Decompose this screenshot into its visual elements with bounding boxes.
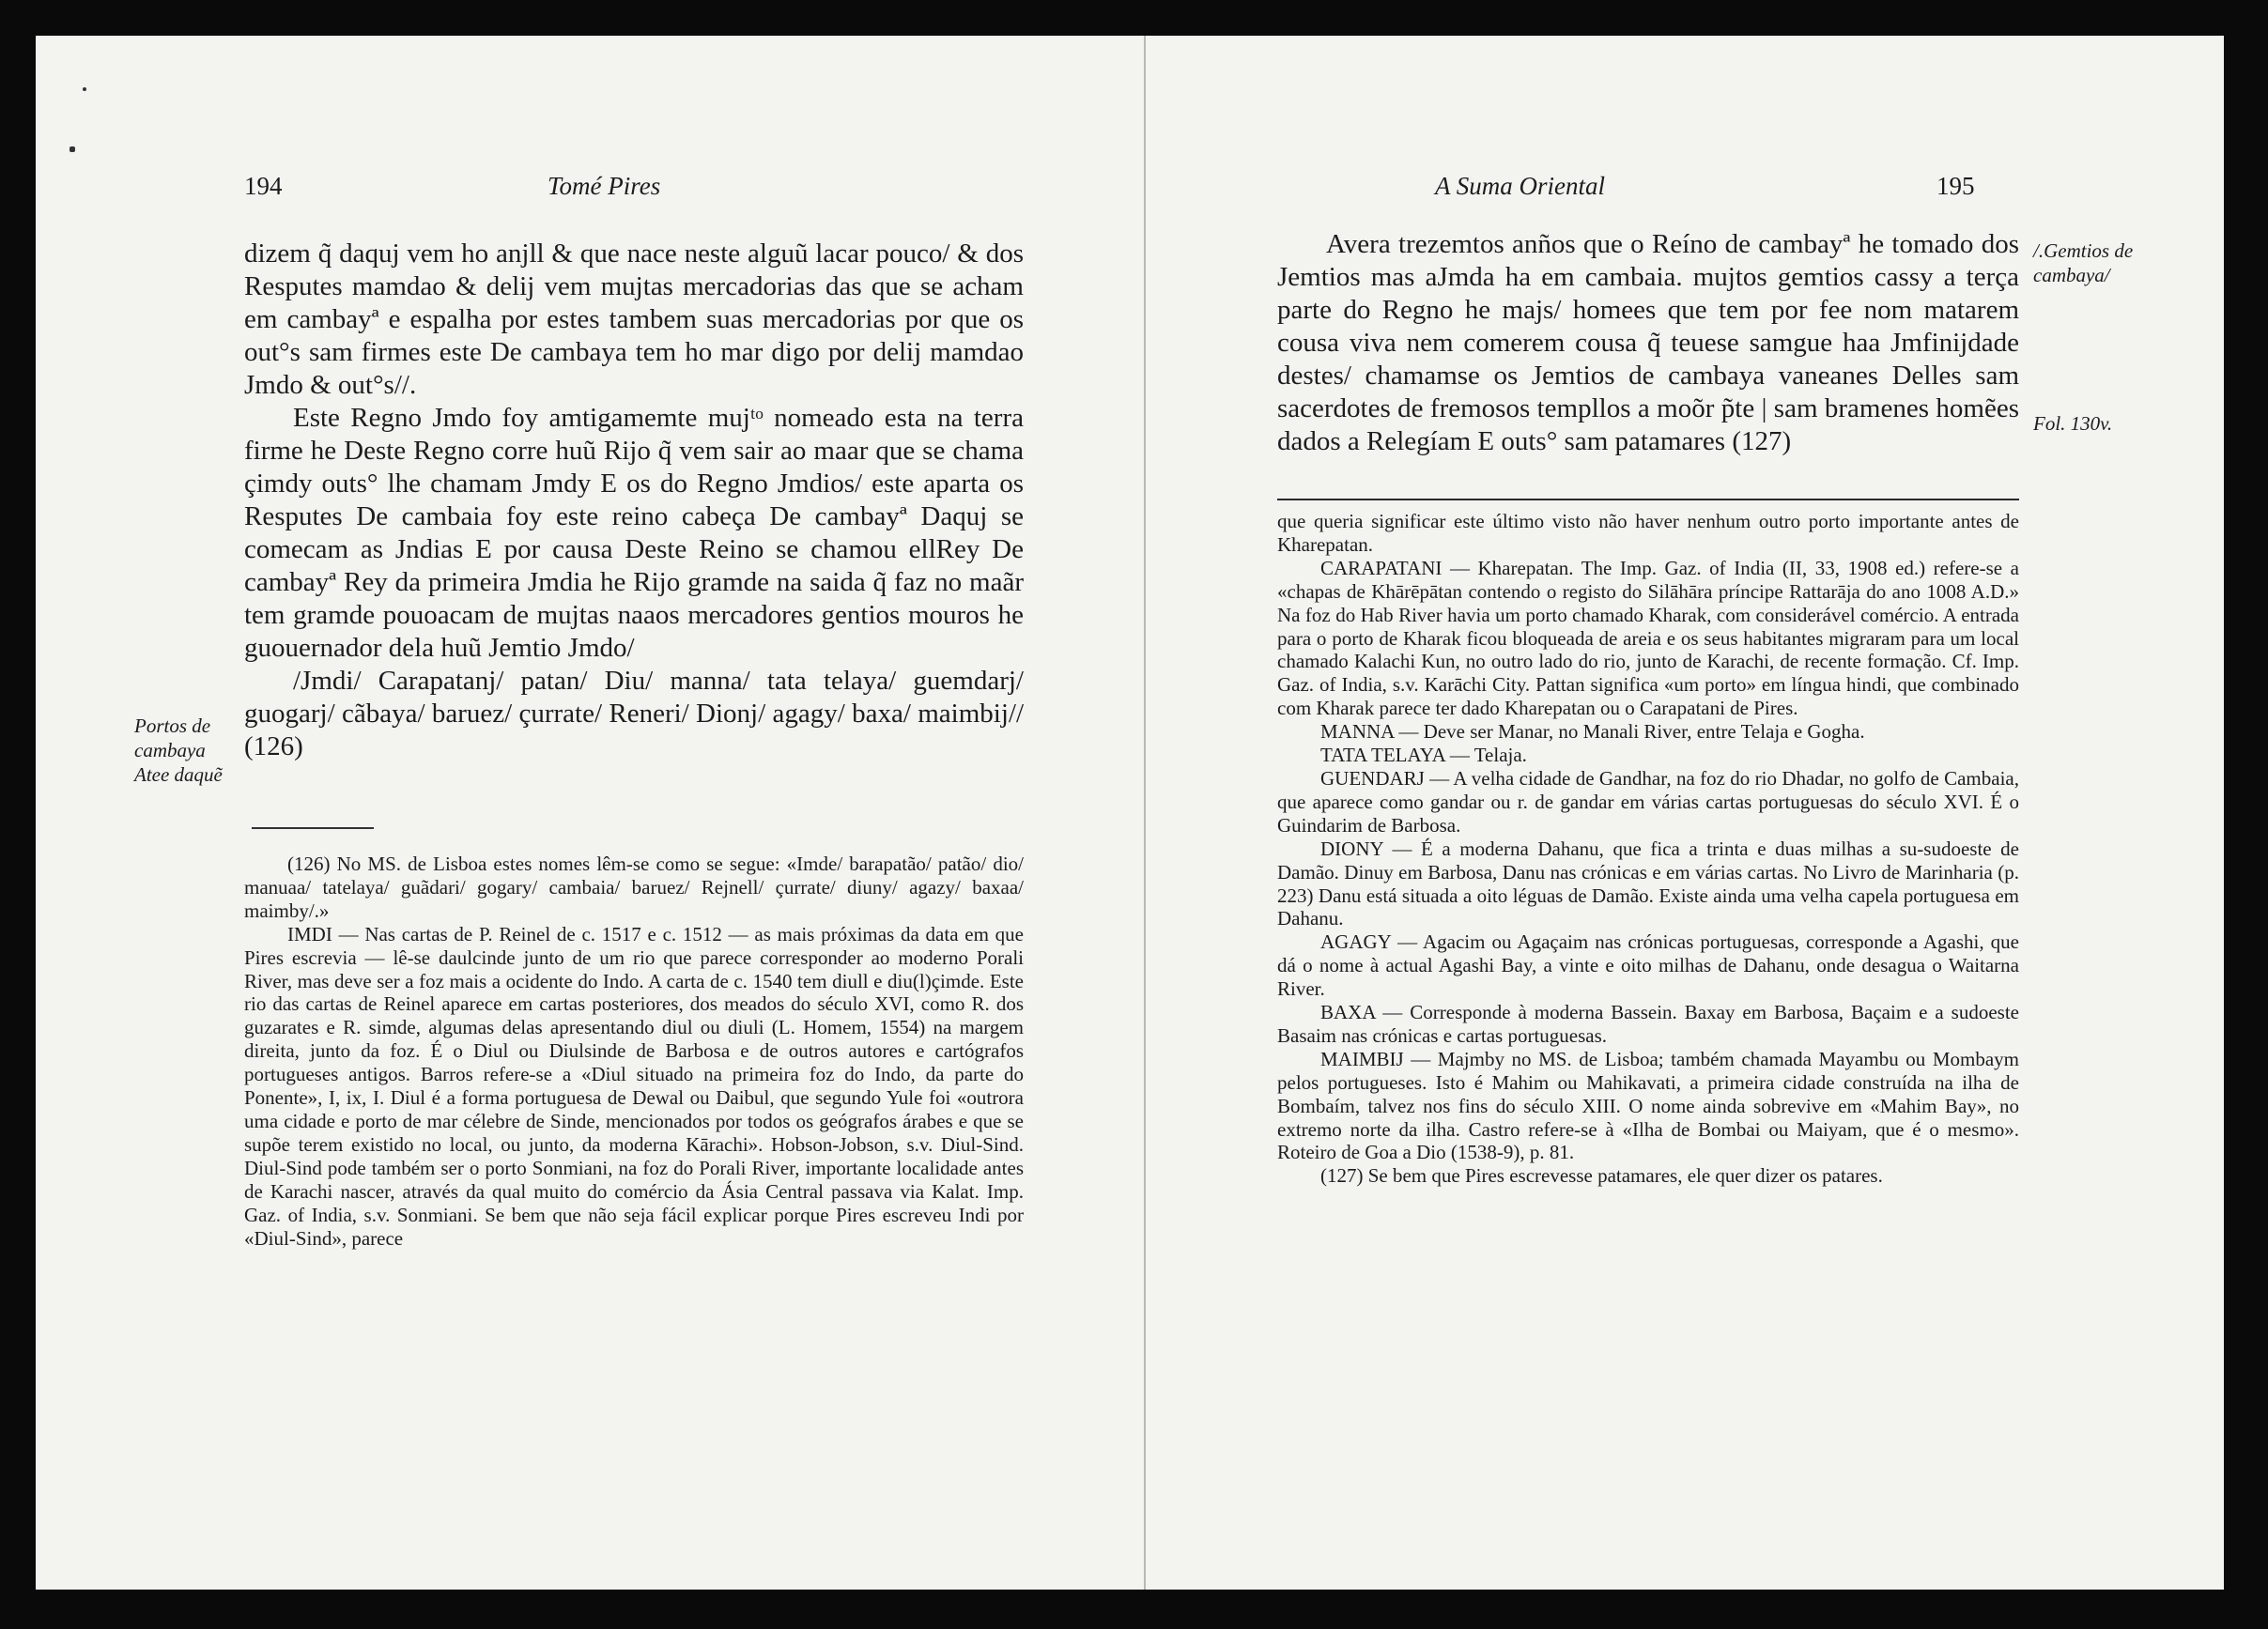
footnote: AGAGY — Agacim ou Agaçaim nas crónicas portuguesas, corresponde a Agashi, que dá o nome à actual Agashi Bay, a vinte e oito milhas de Dahanu, onde desagua o Waitarna River. [1277,930,2019,1001]
footnote: TATA TELAYA — Telaja. [1320,744,1527,767]
paragraph: Este Regno Jmdo foy amtigamemte mujᵗᵒ nomeado esta na terra firme he Deste Regno corre huũ Rijo q̃ vem sair ao maar que se chama çimdy outs° lhe chamam Jmdy E os do Regno Jmdios/ este aparta os Resputes De cambaia foy este reino cabeça De cambayª Daquj se comecam as Jndias E por causa Deste Reino se chamou ellRey De cambayª Rey da primeira Jmdia he Rijo gramde na saida q̃ faz no maãr tem gramde pouoacam de mujtas naaos mercadores gentios mouros he guouernador dela huũ Jemtio Jmdo/ [244,403,1024,663]
paragraph: Avera trezemtos anños que o Reíno de cambayª he tomado dos Jemtios mas aJmda ha em cambaia. mujtos gemtios cassy a terça parte do Regno he majs/ homees que tem por fee nom matarem cousa viva nem comerem cousa q̃ teuese samgue haa Jmfinijdade destes/ chamamse os Jemtios de cambaya vaneanes Delles sam sacerdotes de fremosos templlos a moõr p̃te | sam bramenes homẽes dados a Relegíam E outs° sam patamares (127) [1277,229,2019,456]
paragraph: dizem q̃ daquj vem ho anjll & que nace neste alguũ lacar pouco/ & dos Resputes mamdao & delij vem mujtas mercadorias das que se acham em cambayª e espalha por estes tambem suas mercadorias por que os out°s sam firmes este De cambaya tem ho mar digo por delij mamdao Jmdo & out°s//. [244,238,1024,400]
footnote: (126) No MS. de Lisboa estes nomes lêm-se como se segue: «Imde/ barapatão/ patão/ dio/ manuaa/ tatelaya/ guãdari/ gogary/ cambaia/ baruez/ Rejnell/ çurrate/ diuny/ agazy/ baxaa/ maimby/.» [244,853,1024,922]
footnote: que queria significar este último visto não haver nenhum outro porto importante antes de Kharepatan. [1277,510,2019,556]
footnotes [1277,510,2019,1188]
footnote: DIONY — É a moderna Dahanu, que fica a trinta e duas milhas a su-sudoeste de Damão. Dinuy em Barbosa, Danu nas crónicas e em várias cartas. No Livro de Marinharia (p. 223) Danu está situada a oito léguas de Damão. Existe ainda uma velha capela portuguesa em Dahanu. [1277,837,2019,930]
footnote: (127) Se bem que Pires escrevesse patamares, ele quer dizer os patares. [1320,1164,1883,1188]
folio-note: Fol. 130v. [2033,412,2113,435]
main-text [1277,228,2019,458]
running-head: A Suma Oriental [1435,172,1605,200]
footnote: GUENDARJ — A velha cidade de Gandhar, na foz do rio Dhadar, no golfo de Cambaia, que aparece como gandar ou r. de gandar em várias cartas portuguesas do século XVI. É o Guindarim de Barbosa. [1277,766,2019,837]
footnote: CARAPATANI — Kharepatan. The Imp. Gaz. of India (II, 33, 1908 ed.) refere-se a «chapas de Khārēpātan contendo o registo do Silāhāra príncipe Rattarāja do ano 1008 A.D.» Na foz do Hab River havia um porto chamado Kharak, com considerável comércio. A entrada para o porto de Kharak ficou bloqueada de areia e os seus habitantes migraram para um local chamado Kalachi Kun, no outro lado do rio, junto de Karachi, de recente formação. Cf. Imp. Gaz. of India, s.v. Karāchi City. Pattan significa «um porto» em língua hindi, que combinado com Kharak parece ter dado Kharepatan ou o Carapatani de Pires. [1277,556,2019,720]
right-page [1146,36,2224,1590]
running-head: Tomé Pires [548,172,661,200]
main-text [244,238,1024,763]
footnote: MANNA — Deve ser Manar, no Manali River, entre Telaja e Gogha. [1320,720,1865,744]
page-number: 195 [1936,172,1975,200]
book-spread [36,36,2224,1590]
footnote: BAXA — Corresponde à moderna Bassein. Baxay em Barbosa, Baçaim e a sudoeste Basaim nas crónicas e cartas portuguesas. [1277,1001,2019,1047]
page-number: 194 [244,172,283,200]
footnote: MAIMBIJ — Majmby no MS. de Lisboa; também chamada Mayambu ou Mombaym pelos portugueses. Isto é Mahim ou Mahikavati, a primeira cidade construída na ilha de Bombaím, talvez nos fins do século XIII. O nome ainda sobrevive em «Mahim Bay», no extremo norte da ilha. Castro refere-se à «Ilha de Bombai ou Maiyam, que é o mesmo». Roteiro de Goa a Dio (1538-9), p. 81. [1277,1047,2019,1164]
footnote-rule [1277,499,2019,500]
paragraph: /Jmdi/ Carapatanj/ patan/ Diu/ manna/ tata telaya/ guemdarj/ guogarj/ cãbaya/ baruez/ çurrate/ Reneri/ Dionj/ agagy/ baxa/ maimbij// (126) [244,666,1024,761]
footnote-rule [252,827,374,829]
margin-note: Portos de cambaya Atee daquẽ [134,715,223,786]
footnote: IMDI — Nas cartas de P. Reinel de c. 1517 e c. 1512 — as mais próximas da data em que Pires escrevia — lê-se daulcinde junto de um rio que parece corresponder ao moderno Porali River, mas deve ser a foz mais a ocidente do Indo. A carta de c. 1540 tem diull e diu(l)çimde. Este rio das cartas de Reinel aparece em cartas posteriores, dos meados do século XVI, como R. dos guzarates e R. simde, algumas delas apresentando diul ou diuli (L. Homem, 1554) na margem direita, junto da foz. É o Diul ou Diulsinde de Barbosa e de outros autores e cartógrafos portugueses antigos. Barros refere-se a «Diul situado na primeira foz do Indo, da parte do Ponente», I, ix, I. Diul é a forma portuguesa de Dewal ou Daibul, que segundo Yule foi «outrora uma cidade e porto de mar célebre de Sinde, mencionados por todos os geógrafos árabes e que se supõe terem existido no local, ou junto, da moderna Kārachi». Hobson-Jobson, s.v. Diul-Sind. Diul-Sind pode também ser o porto Sonmiani, na foz do Porali River, importante localidade antes de Karachi nascer, através da qual muito do comércio da Ásia Central passava via Kalat. Imp. Gaz. of India, s.v. Sonmiani. Se bem que não seja fácil explicar porque Pires escreveu Indi por «Diul-Sind», parece [244,922,1024,1250]
left-page [36,36,1144,1590]
margin-note: /.Gemtios de cambaya/ [2033,239,2134,286]
footnotes [244,853,1024,1250]
